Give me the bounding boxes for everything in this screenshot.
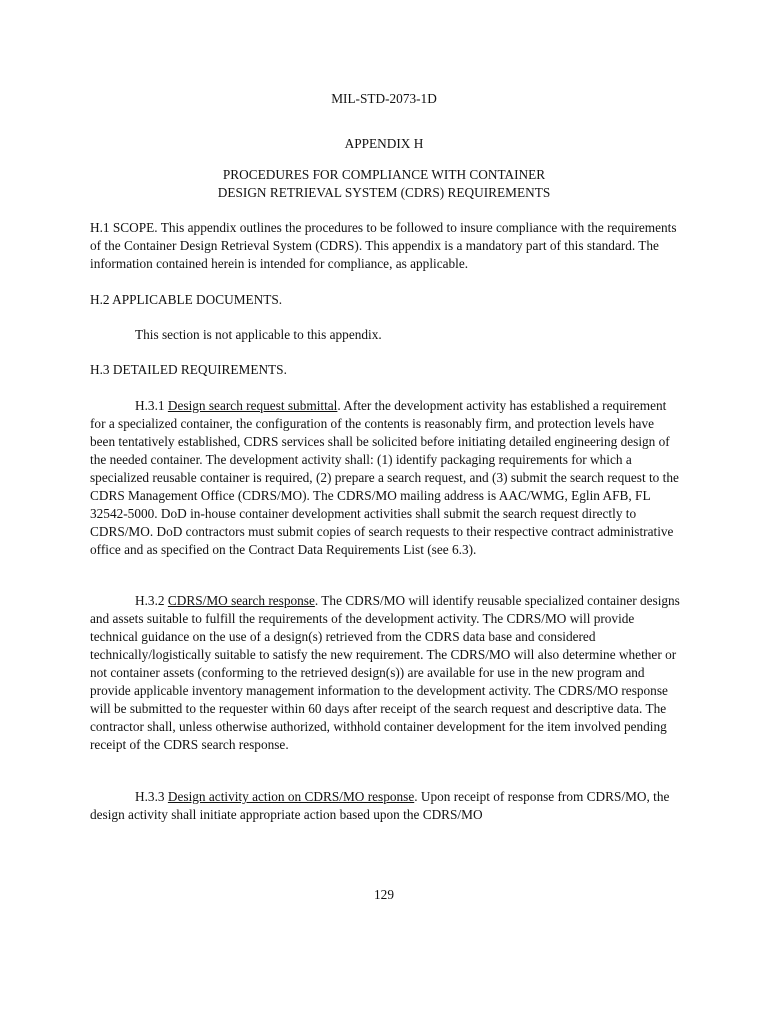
section-h2-text: This section is not applicable to this appendix. xyxy=(135,327,382,342)
section-h3-1-paragraph xyxy=(90,397,680,559)
section-h3-2-number: H.3.2 xyxy=(135,593,165,608)
appendix-subtitle xyxy=(0,166,768,202)
section-h3-3-title: Design activity action on CDRS/MO response xyxy=(167,789,415,804)
page-number: 129 xyxy=(374,887,394,902)
appendix-subtitle-line2: DESIGN RETRIEVAL SYSTEM (CDRS) REQUIREMENTS xyxy=(217,185,551,200)
section-h3-3-number: H.3.3 xyxy=(135,789,165,804)
section-h3-3-paragraph xyxy=(90,788,680,824)
appendix-title: APPENDIX H xyxy=(344,136,424,151)
section-h1-scope: H.1 SCOPE. This appendix outlines the procedures to be followed to insure compliance with the requirements of the Container Design Retrieval System (CDRS). This appendix is a mandatory part of this standard. The information contained herein is intended for compliance, as applicable. xyxy=(90,220,677,271)
section-h3-1-number: H.3.1 xyxy=(135,398,165,413)
section-h3-1-text: . After the development activity has established a requirement for a specialized container, the configuration of the contents is reasonably firm, and protection levels have been tentatively established, CDRS services shall be solicited before initiating detailed engineering design of the needed container. The development activity shall: (1) identify packaging requirements for which a specialized reusable container is required, (2) prepare a search request, and (3) submit the search request to the CDRS Management Office (CDRS/MO). The CDRS/MO mailing address is AAC/WMG, Eglin AFB, FL 32542-5000. DoD in-house container development activities shall submit the search request directly to CDRS/MO. DoD contractors must submit copies of search requests to their respective contract administrative office and as specified on the Contract Data Requirements List (see 6.3). xyxy=(90,398,679,557)
section-h3-2-text: . The CDRS/MO will identify reusable specialized container designs and assets suitable to fulfill the requirements of the development activity. The CDRS/MO will provide technical guidance on the use of a design(s) retrieved from the CDRS data base and considered technically/logistically suitable to satisfy the new requirement. The CDRS/MO will also determine whether or not container assets (conforming to the retrieved design(s)) are available for use in the new program and provide applicable inventory management information to the development activity. The CDRS/MO response will be submitted to the requester within 60 days after receipt of the search request and descriptive data. The contractor shall, unless otherwise authorized, withhold container development for the item involved pending receipt of the CDRS search response. xyxy=(90,593,680,752)
appendix-subtitle-line1: PROCEDURES FOR COMPLIANCE WITH CONTAINER xyxy=(222,167,546,182)
section-h3-heading: H.3 DETAILED REQUIREMENTS. xyxy=(90,362,287,377)
document-id: MIL-STD-2073-1D xyxy=(331,91,437,106)
section-h3-3-text: . Upon receipt of response from CDRS/MO, the design activity shall initiate appropriate action based upon the CDRS/MO xyxy=(90,789,670,822)
section-h3-2-title: CDRS/MO search response xyxy=(167,593,315,608)
section-h3-2-paragraph xyxy=(90,592,680,754)
section-h2-heading: H.2 APPLICABLE DOCUMENTS. xyxy=(90,292,283,307)
section-h3-1-title: Design search request submittal xyxy=(167,398,338,413)
